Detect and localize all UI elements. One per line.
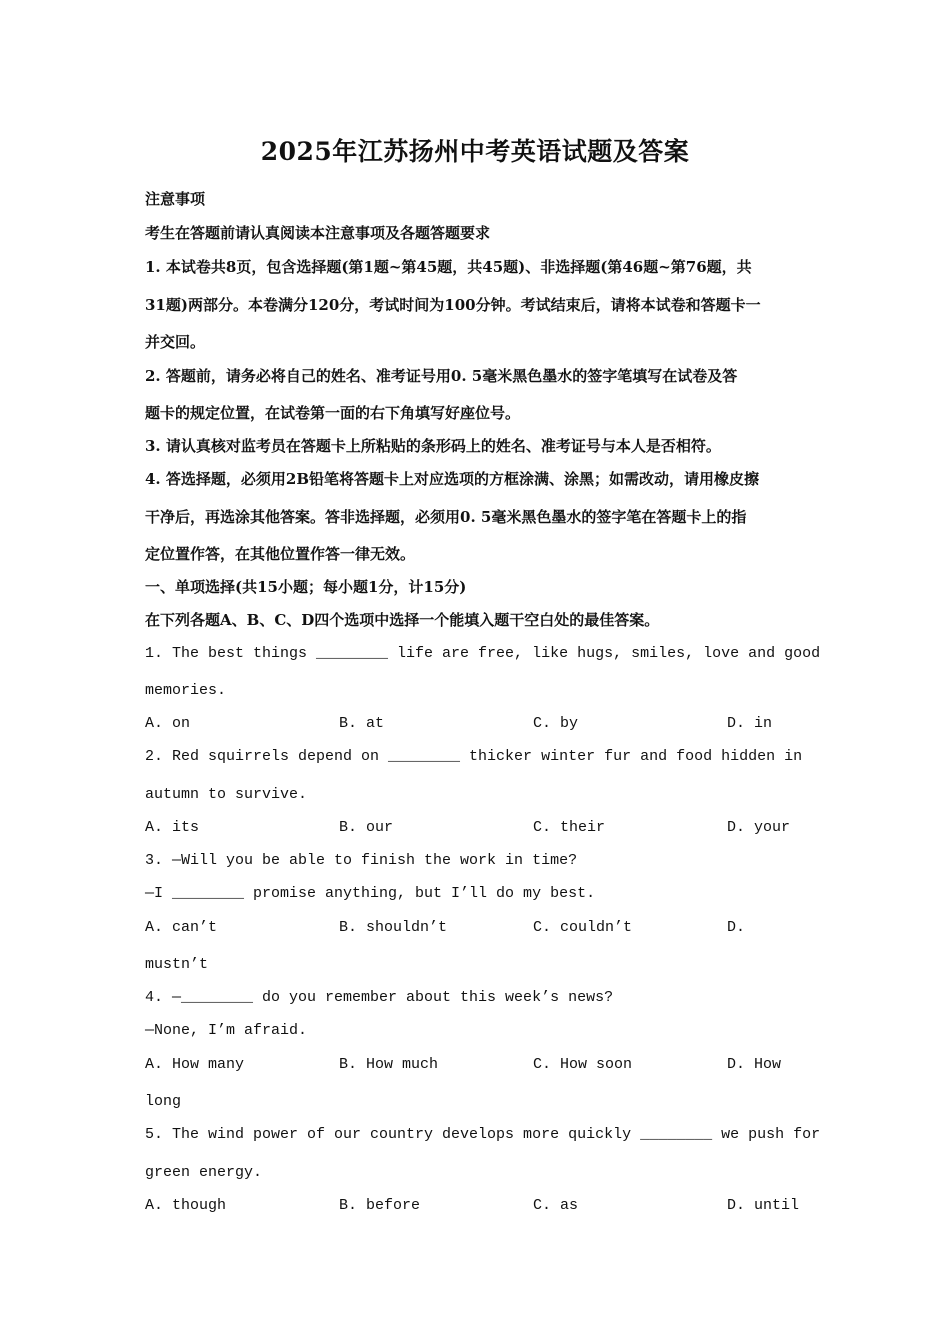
notes-line: 2. 答题前，请务必将自己的姓名、准考证号用0. 5毫米黑色墨水的签字笔填写在试卷及答 (145, 367, 738, 385)
notes-line: 并交回。 (145, 333, 206, 351)
notes-heading: 注意事项 (145, 190, 206, 208)
question-stem: 5. The wind power of our country develops more quickly ________ we push for (145, 1126, 821, 1143)
option-a: A. its (145, 819, 200, 836)
option-d: D. How (727, 1056, 782, 1073)
option-a: A. How many (145, 1056, 245, 1073)
document-title: 2025年江苏扬州中考英语试题及答案 (260, 137, 690, 166)
section-heading: 一、单项选择(共15小题；每小题1分，计15分) (145, 578, 467, 596)
question-stem: 4. —________ do you remember about this week’s news? (145, 989, 614, 1006)
notes-line: 定位置作答，在其他位置作答一律无效。 (145, 545, 416, 563)
option-d: D. (727, 919, 746, 936)
option-b: B. shouldn’t (339, 919, 448, 936)
option-a: A. on (145, 715, 191, 732)
question-stem: memories. (145, 682, 227, 699)
option-c: C. couldn’t (533, 919, 633, 936)
question-stem: autumn to survive. (145, 786, 308, 803)
option-b: B. before (339, 1197, 421, 1214)
notes-line: 干净后，再选涂其他答案。答非选择题，必须用0. 5毫米黑色墨水的签字笔在答题卡上的指 (145, 508, 747, 526)
option-a: A. can’t (145, 919, 218, 936)
notes-line: 1. 本试卷共8页，包含选择题(第1题~第45题，共45题)、非选择题(第46题~第76题，共 (145, 258, 752, 276)
option-a: A. though (145, 1197, 227, 1214)
option-d-wrap: long (145, 1093, 182, 1110)
question-stem: 1. The best things ________ life are free, like hugs, smiles, love and good (145, 645, 821, 662)
section-instruction: 在下列各题A、B、C、D四个选项中选择一个能填入题干空白处的最佳答案。 (145, 611, 660, 629)
option-d: D. until (727, 1197, 800, 1214)
question-stem: —I ________ promise anything, but I’ll do my best. (145, 885, 596, 902)
notes-line: 31题)两部分。本卷满分120分，考试时间为100分钟。考试结束后，请将本试卷和答题卡一 (145, 296, 761, 314)
question-stem: 3. —Will you be able to finish the work in time? (145, 852, 578, 869)
question-stem: green energy. (145, 1164, 263, 1181)
option-d: D. in (727, 715, 773, 732)
question-stem: —None, I’m afraid. (145, 1022, 308, 1039)
option-b: B. our (339, 819, 394, 836)
option-c: C. as (533, 1197, 579, 1214)
question-stem: 2. Red squirrels depend on ________ thicker winter fur and food hidden in (145, 748, 803, 765)
option-c: C. by (533, 715, 579, 732)
notes-intro: 考生在答题前请认真阅读本注意事项及各题答题要求 (145, 224, 491, 242)
notes-line: 3. 请认真核对监考员在答题卡上所粘贴的条形码上的姓名、准考证号与本人是否相符。 (145, 437, 721, 455)
option-d-wrap: mustn’t (145, 956, 209, 973)
notes-line: 题卡的规定位置，在试卷第一面的右下角填写好座位号。 (145, 404, 521, 422)
option-c: C. How soon (533, 1056, 633, 1073)
option-c: C. their (533, 819, 606, 836)
notes-line: 4. 答选择题，必须用2B铅笔将答题卡上对应选项的方框涂满、涂黑；如需改动，请用橡皮擦 (145, 470, 760, 488)
option-b: B. How much (339, 1056, 439, 1073)
option-b: B. at (339, 715, 385, 732)
option-d: D. your (727, 819, 791, 836)
